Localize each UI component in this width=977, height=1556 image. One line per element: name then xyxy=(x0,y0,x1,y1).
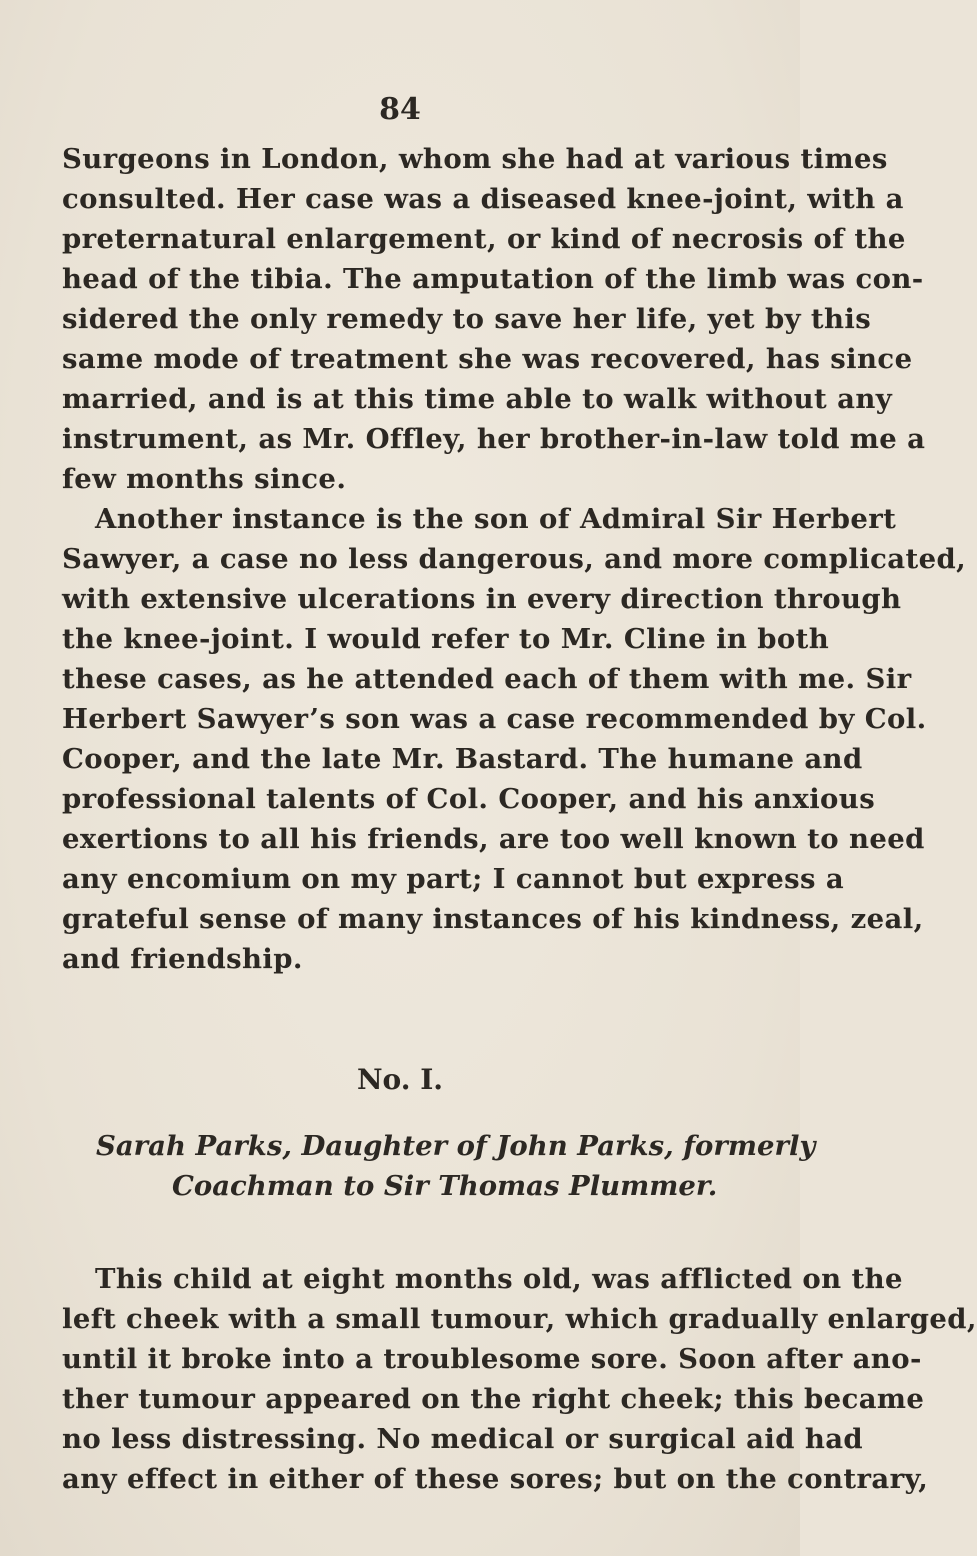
text-line: any encomium on my part; I cannot but express a xyxy=(62,863,845,895)
text-line: these cases, as he attended each of them with me. Sir xyxy=(62,663,912,695)
text-line: Herbert Sawyer’s son was a case recommended by Col. xyxy=(62,703,927,735)
text-line: Surgeons in London, whom she had at various times xyxy=(62,143,888,175)
text-line: Another instance is the son of Admiral Sir Herbert xyxy=(95,503,897,535)
text-line: married, and is at this time able to walk without any xyxy=(62,383,893,415)
text-line: same mode of treatment she was recovered, has since xyxy=(62,343,913,375)
text-line: preternatural enlargement, or kind of necrosis of the xyxy=(62,223,906,255)
case-heading: No. I. xyxy=(356,1063,444,1096)
page-number: 84 xyxy=(379,92,421,127)
text-line: no less distressing. No medical or surgical aid had xyxy=(62,1423,864,1455)
text-line: until it broke into a troublesome sore. Soon after ano- xyxy=(62,1343,922,1375)
text-line: the knee-joint. I would refer to Mr. Cline in both xyxy=(62,623,830,655)
text-line: This child at eight months old, was afflicted on the xyxy=(95,1263,903,1295)
text-line: with extensive ulcerations in every direction through xyxy=(62,583,902,615)
text-line: ther tumour appeared on the right cheek; this became xyxy=(62,1383,925,1415)
text-line: exertions to all his friends, are too well known to need xyxy=(62,823,925,855)
text-line: few months since. xyxy=(62,463,347,495)
text-line: consulted. Her case was a diseased knee-joint, with a xyxy=(62,183,904,215)
text-line: any effect in either of these sores; but on the contrary, xyxy=(62,1463,929,1495)
text-line: grateful sense of many instances of his kindness, zeal, xyxy=(62,903,924,935)
text-line: left cheek with a small tumour, which gradually enlarged, xyxy=(62,1303,977,1335)
case-subtitle: Coachman to Sir Thomas Plummer. xyxy=(172,1170,718,1202)
text-line: instrument, as Mr. Offley, her brother-in-law told me a xyxy=(62,423,926,455)
case-subtitle: Sarah Parks, Daughter of John Parks, formerly xyxy=(96,1130,816,1162)
text-line: Sawyer, a case no less dangerous, and more complicated, xyxy=(62,543,967,575)
text-line: head of the tibia. The amputation of the limb was con- xyxy=(62,263,924,295)
text-line: sidered the only remedy to save her life, yet by this xyxy=(62,303,872,335)
text-line: Cooper, and the late Mr. Bastard. The humane and xyxy=(62,743,863,775)
text-line: and friendship. xyxy=(62,943,303,975)
text-line: professional talents of Col. Cooper, and his anxious xyxy=(62,783,876,815)
